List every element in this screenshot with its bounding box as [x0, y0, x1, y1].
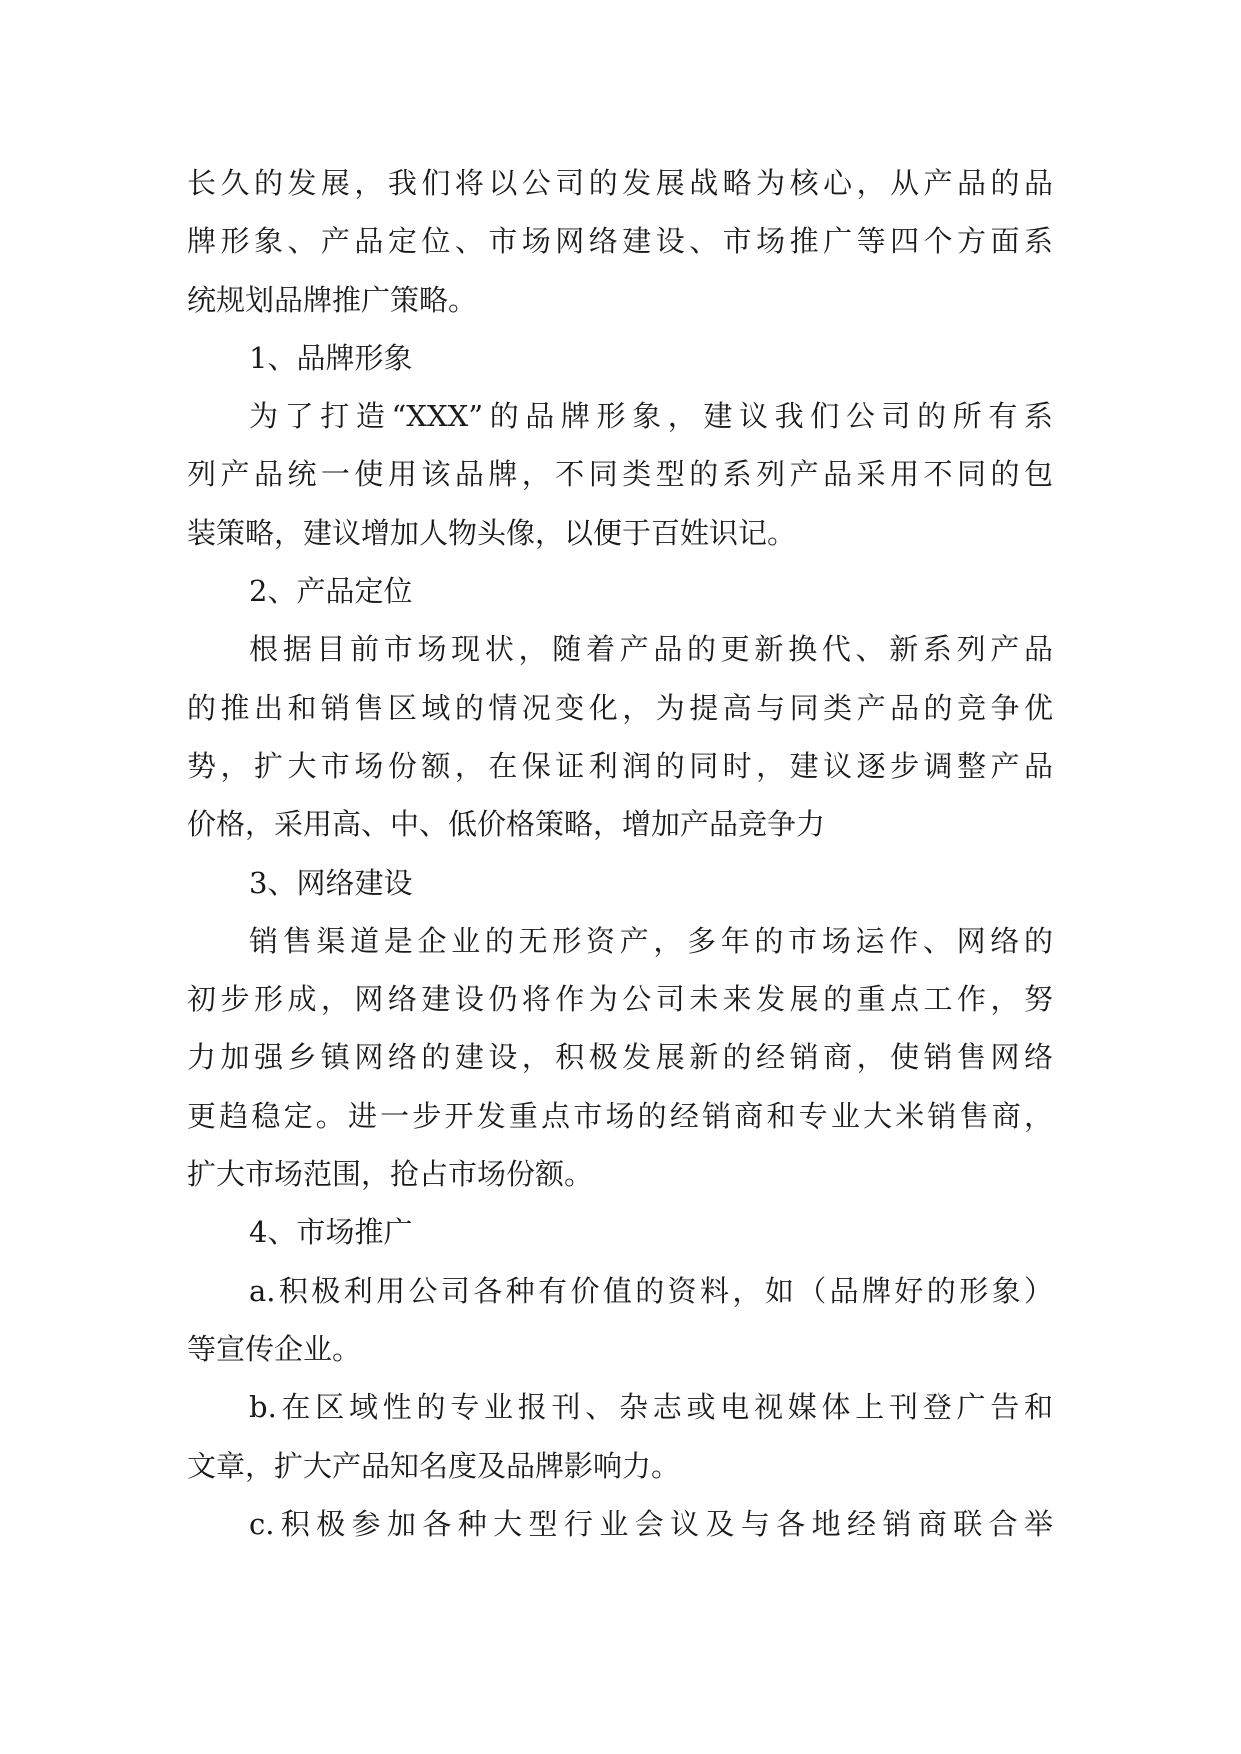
text-line: 列产品统一使用该品牌，不同类型的系列产品采用不同的包	[187, 457, 1053, 492]
text-line: 力加强乡镇网络的建设，积极发展新的经销商，使销售网络	[187, 1040, 1053, 1075]
text-line: 文章，扩大产品知名度及品牌影响力。	[187, 1448, 681, 1483]
section-heading: 1、品牌形象	[249, 340, 413, 375]
section-heading: 2、产品定位	[249, 574, 413, 609]
text-line: 扩大市场范围，抢占市场份额。	[187, 1157, 594, 1192]
text-line: 的推出和销售区域的情况变化，为提高与同类产品的竞争优	[187, 690, 1053, 725]
list-item-b: b.在区域性的专业报刊、杂志或电视媒体上刊登广告和	[249, 1390, 1053, 1425]
list-item-a: a.积极利用公司各种有价值的资料，如（品牌好的形象）	[249, 1273, 1053, 1308]
text-line: 牌形象、产品定位、市场网络建设、市场推广等四个方面系	[187, 224, 1053, 259]
text-line: 长久的发展，我们将以公司的发展战略为核心，从产品的品	[187, 166, 1053, 200]
text-line: 更趋稳定。进一步开发重点市场的经销商和专业大米销售商，	[187, 1098, 1053, 1133]
text-line: 装策略，建议增加人物头像，以便于百姓识记。	[187, 515, 797, 550]
text-line: 等宣传企业。	[187, 1331, 362, 1366]
paragraph-first-line: 销售渠道是企业的无形资产，多年的市场运作、网络的	[249, 923, 1053, 958]
paragraph-first-line: 为了打造“XXX”的品牌形象，建议我们公司的所有系	[249, 399, 1053, 434]
section-heading: 3、网络建设	[249, 865, 413, 900]
document-body	[187, 154, 1053, 1553]
text-line: 统规划品牌推广策略。	[187, 282, 478, 317]
list-item-c: c.积极参加各种大型行业会议及与各地经销商联合举	[249, 1506, 1053, 1541]
text-line: 初步形成，网络建设仍将作为公司未来发展的重点工作，努	[187, 982, 1053, 1017]
section-heading: 4、市场推广	[249, 1215, 413, 1250]
text-line: 势，扩大市场份额，在保证利润的同时，建议逐步调整产品	[187, 748, 1053, 783]
text-line: 价格，采用高、中、低价格策略，增加产品竞争力	[187, 807, 826, 842]
paragraph-first-line: 根据目前市场现状，随着产品的更新换代、新系列产品	[249, 632, 1053, 667]
